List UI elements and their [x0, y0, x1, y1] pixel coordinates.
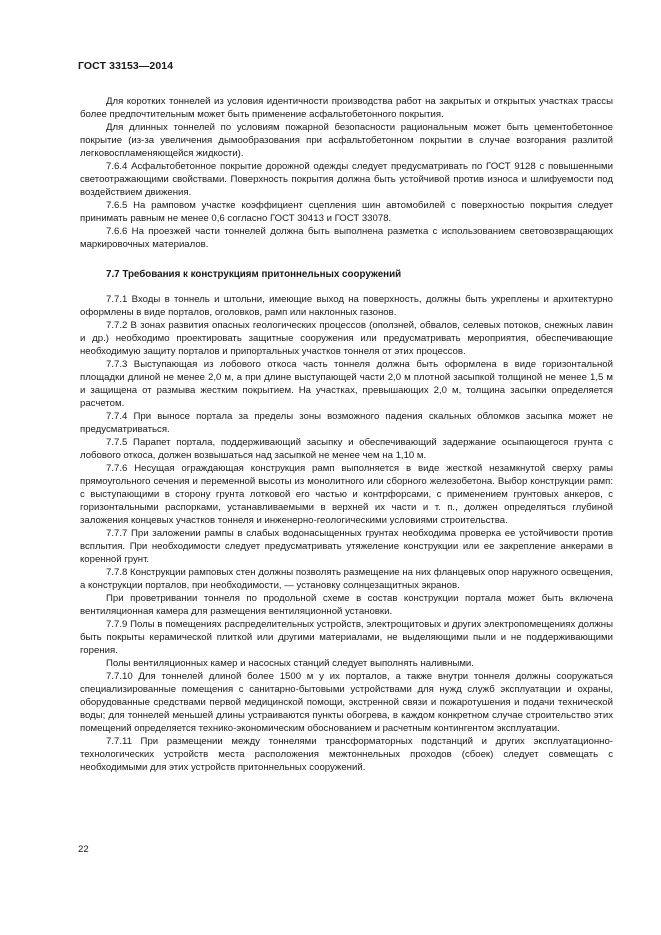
paragraph-7-7-4: 7.7.4 При выносе портала за пределы зоны возможного падения скальных обломков засыпка может не предусматриваться. — [80, 411, 613, 435]
paragraph-7-7-10: 7.7.10 Для тоннелей длиной более 1500 м у их порталов, а также внутри тоннеля должны сооружаться специализированные помещения с санитарно-бытовыми устройствами для нужд служб эксплуатации и охраны, оборудованные средствами первой медицинской помощи, экстренной связи и пожаротушения и подачи технической воды; для тоннелей меньшей длины устраиваются пункты обогрева, в каждом конкретном случае строительство этих помещений определяется технико-экономическим обоснованием и расчетным контингентом эксплуатации. — [80, 671, 613, 734]
page-number: 22 — [78, 844, 89, 855]
paragraph-7-7-6: 7.7.6 Несущая ограждающая конструкция рамп выполняется в виде жесткой незамкнутой сверху рамы прямоугольного сечения и переменной высоты из монолитного или сборного железобетона. Выбор конструкции рамп: с выступающими в сторону грунта лотковой его частью и контрфорсами, с применением грунтовых анкеров, с горизонтальными распорками, устанавливаемыми в верхней их части и т. п., должен определяться глубиной заложения концевых участков тоннеля и инженерно-геологическими условиями строительства. — [80, 463, 613, 526]
paragraph-7-6-5: 7.6.5 На рамповом участке коэффициент сцепления шин автомобилей с поверхностью покрытия следует принимать равным не менее 0,6 согласно ГОСТ 30413 и ГОСТ 33078. — [80, 200, 613, 224]
paragraph-7-7-2: 7.7.2 В зонах развития опасных геологических процессов (оползней, обвалов, селевых потоков, снежных лавин и др.) необходимо проектировать защитные сооружения или предусматривать мероприятия, обеспечивающие необходимую защиту порталов и припортальных участков тоннеля от этих процессов. — [80, 320, 613, 357]
paragraph-7-7-11: 7.7.11 При размещении между тоннелями трансформаторных подстанций и других эксплуатационно-технологических устройств места расположения межтоннельных проходов (сбоек) следует совмещать с необходимыми для этих устройств притоннельных сооружений. — [80, 736, 613, 773]
paragraph-7-7-1: 7.7.1 Входы в тоннель и штольни, имеющие выход на поверхность, должны быть укреплены и архитектурно оформлены в виде порталов, оголовков, рамп или наклонных газонов. — [80, 294, 613, 318]
paragraph-7-6-6: 7.6.6 На проезжей части тоннелей должна быть выполнена разметка с использованием световозвращающих маркировочных материалов. — [80, 226, 613, 250]
section-heading-7-7: 7.7 Требования к конструкциям притоннельных сооружений — [106, 269, 402, 280]
paragraph-7-7-7: 7.7.7 При заложении рампы в слабых водонасыщенных грунтах необходима проверка ее устойчивости против всплытия. При необходимости следует предусматривать утяжеление конструкции или ее закрепление анкерами в коренной грунт. — [80, 528, 613, 565]
paragraph: Полы вентиляционных камер и насосных станций следует выполнять наливными. — [106, 658, 474, 669]
paragraph: Для длинных тоннелей по условиям пожарной безопасности рациональным может быть цементобетонное покрытие (из-за увеличения дымообразования при асфальтобетонном покрытии в случае возгорания разлитой легковоспламеняющейся жидкости). — [80, 122, 613, 159]
page-header-standard-number: ГОСТ 33153—2014 — [78, 60, 174, 72]
paragraph: При проветривании тоннеля по продольной схеме в состав конструкции портала может быть включена вентиляционная камера для размещения вентиляционной установки. — [80, 593, 613, 617]
paragraph-7-7-5: 7.7.5 Парапет портала, поддерживающий засыпку и обеспечивающий задержание осыпающегося грунта с лобового откоса, должен возвышаться над засыпкой не менее чем на 1,10 м. — [80, 437, 613, 461]
paragraph-7-6-4: 7.6.4 Асфальтобетонное покрытие дорожной одежды следует предусматривать по ГОСТ 9128 с повышенными светоотражающими свойствами. Поверхность покрытия должна быть устойчивой против износа и шлифуемости под воздействием движения. — [80, 161, 613, 198]
paragraph: Для коротких тоннелей из условия идентичности производства работ на закрытых и открытых участках трассы более предпочтительным может быть применение асфальтобетонного покрытия. — [80, 96, 613, 120]
paragraph-7-7-9: 7.7.9 Полы в помещениях распределительных устройств, электрощитовых и других электропомещениях должны быть покрыты керамической плиткой или другими материалами, не выделяющими пыли и не поддерживающими горения. — [80, 619, 613, 656]
paragraph-7-7-3: 7.7.3 Выступающая из лобового откоса часть тоннеля должна быть оформлена в виде горизонтальной площадки длиной не менее 2,0 м, а при длине выступающей части 2,0 м плотной засыпкой толщиной не менее 1,5 м и защищена от размыва жестким покрытием. На участках, превышающих 2,0 м, толщина засыпки определяется расчетом. — [80, 359, 613, 409]
page-body — [80, 95, 613, 774]
paragraph-7-7-8: 7.7.8 Конструкции рамповых стен должны позволять размещение на них фланцевых опор наружного освещения, а конструкции порталов, при необходимости, — установку солнцезащитных экранов. — [80, 567, 613, 591]
